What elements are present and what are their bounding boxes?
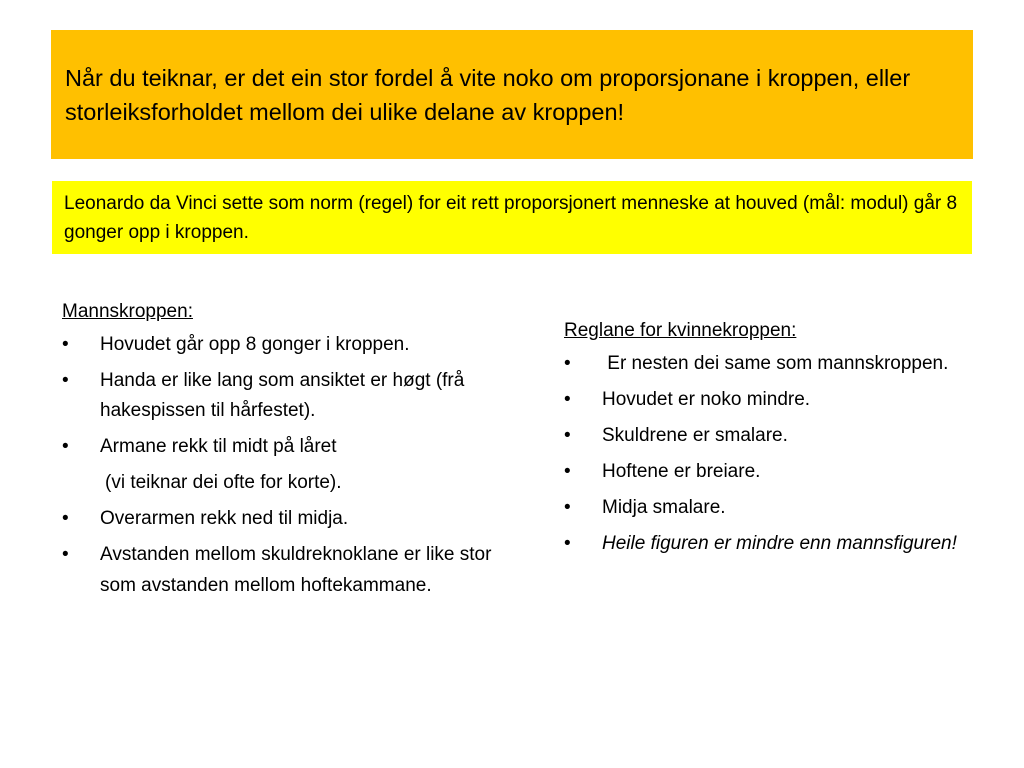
male-body-list-continued: [62, 504, 492, 601]
bullet-icon: •: [62, 333, 69, 355]
female-body-list: [564, 349, 984, 560]
list-item-text: Er nesten dei same som mannskroppen.: [602, 352, 949, 374]
intro-text: Leonardo da Vinci sette som norm (regel) for eit rett proporsjonert menneske at houved (mål: modul) går 8 gonger opp i kroppen.: [64, 193, 958, 243]
list-item: [564, 385, 984, 416]
list-item-text: Heile figuren er mindre enn mannsfiguren!: [602, 532, 957, 554]
male-body-heading: Mannskroppen:: [62, 301, 193, 322]
list-item-text: Skuldrene er smalare.: [602, 424, 788, 446]
list-item: [564, 349, 984, 380]
list-item: [62, 432, 492, 463]
bullet-icon: •: [62, 544, 69, 565]
bullet-icon: •: [564, 352, 571, 374]
bullet-icon: •: [62, 369, 69, 391]
list-item: [564, 529, 984, 560]
list-item-text: Hoftene er breiare.: [602, 460, 761, 482]
bullet-icon: •: [564, 532, 571, 554]
list-item: [62, 504, 492, 535]
male-body-list: [62, 330, 492, 463]
list-item-text: Overarmen rekk ned til midja.: [100, 508, 349, 529]
list-item: [62, 330, 492, 361]
title-banner: [51, 30, 973, 159]
bullet-icon: •: [564, 460, 571, 482]
list-continuation: (vi teiknar dei ofte for korte).: [105, 472, 342, 493]
list-item-text: Handa er like lang som ansiktet er høgt (frå hakespissen til hårfestet).: [100, 369, 465, 421]
bullet-icon: •: [564, 496, 571, 518]
slide-title: Når du teiknar, er det ein stor fordel å vite noko om proporsjonane i kroppen, eller storleiksforholdet mellom dei ulike delane av kroppen!: [65, 65, 911, 125]
list-item-text: Hovudet går opp 8 gonger i kroppen.: [100, 333, 410, 355]
list-item-text: Avstanden mellom skuldreknoklane er like stor som avstanden mellom hoftekammane.: [100, 544, 492, 596]
list-item: [564, 493, 984, 524]
list-item: [62, 540, 492, 601]
intro-banner: [52, 181, 972, 254]
female-body-column: [564, 316, 984, 565]
list-item: [564, 421, 984, 452]
bullet-icon: •: [62, 436, 69, 457]
bullet-icon: •: [564, 388, 571, 410]
list-item: [62, 366, 492, 427]
list-item-text: Hovudet er noko mindre.: [602, 388, 811, 410]
list-item-text: Armane rekk til midt på låret: [100, 436, 337, 457]
bullet-icon: •: [564, 424, 571, 446]
bullet-icon: •: [62, 508, 69, 529]
list-item: [564, 457, 984, 488]
list-item-text: Midja smalare.: [602, 496, 726, 518]
female-body-heading: Reglane for kvinnekroppen:: [564, 320, 797, 341]
male-body-column: [62, 297, 492, 607]
